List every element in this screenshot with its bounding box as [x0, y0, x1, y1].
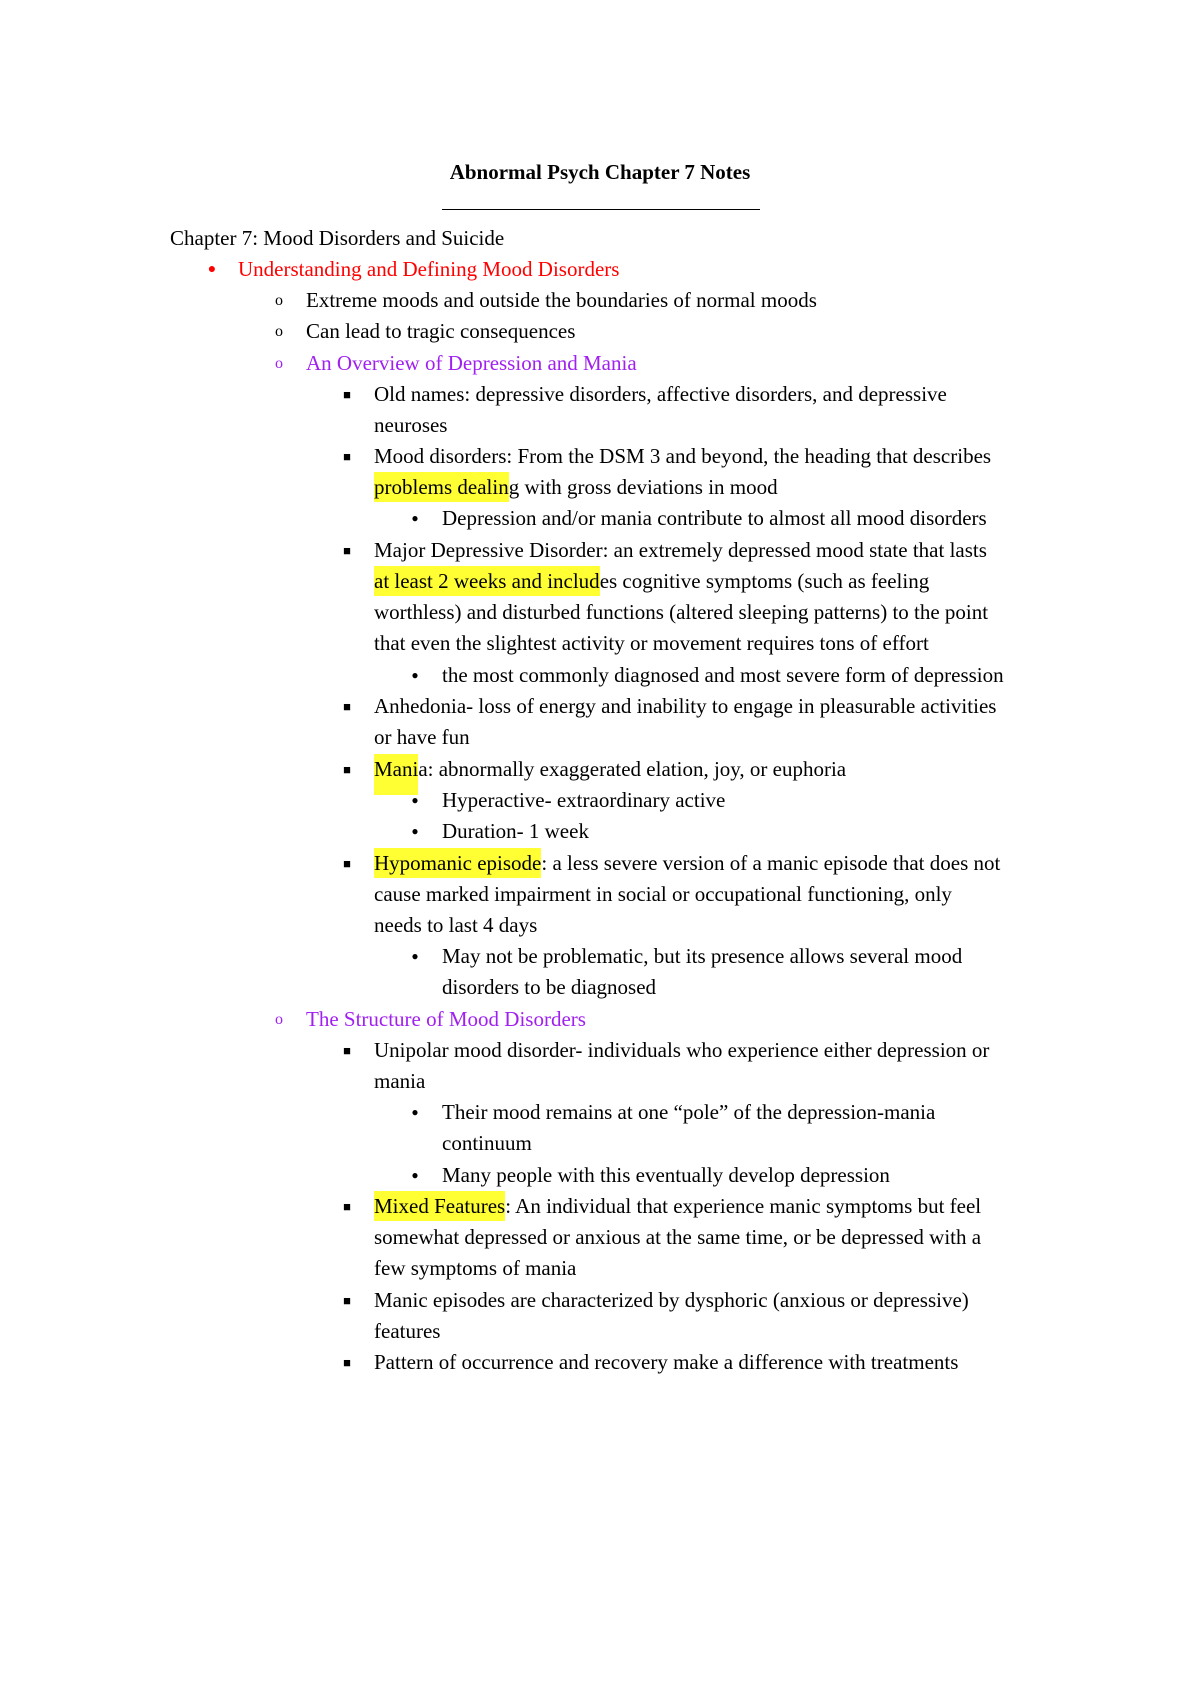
- bullet-level3-icon: ■: [343, 449, 351, 464]
- list-item-hypomanic-cont: cause marked impairment in social or occupational functioning, only: [374, 882, 952, 906]
- text-run: a: abnormally exaggerated elation, joy, or euphoria: [418, 757, 847, 781]
- bullet-level4-icon: ●: [411, 793, 419, 807]
- list-item-old-names-cont: neuroses: [374, 413, 448, 437]
- bullet-level4-icon: ●: [411, 824, 419, 838]
- list-item-anhedonia: Anhedonia- loss of energy and inability to engage in pleasurable activities: [374, 694, 997, 718]
- list-item-mood-disorders: Mood disorders: From the DSM 3 and beyond, the heading that describes: [374, 444, 992, 468]
- bullet-level2-icon: o: [275, 1011, 283, 1028]
- bullet-level4-icon: ●: [411, 1105, 419, 1119]
- bullet-level3-icon: ■: [343, 1199, 351, 1214]
- list-item-hypomanic-cont: needs to last 4 days: [374, 913, 538, 937]
- list-item-mania: [374, 754, 846, 785]
- section-heading-understanding: Understanding and Defining Mood Disorders: [238, 257, 620, 281]
- bullet-level1-icon: ●: [207, 262, 217, 277]
- bullet-level3-icon: ■: [343, 699, 351, 714]
- list-item-mixed-features-cont: few symptoms of mania: [374, 1256, 577, 1280]
- bullet-level2-icon: o: [275, 292, 283, 309]
- list-item: Duration- 1 week: [442, 819, 589, 843]
- bullet-level3-icon: ■: [343, 1355, 351, 1370]
- bullet-level3-icon: ■: [343, 856, 351, 871]
- subsection-heading-structure: The Structure of Mood Disorders: [306, 1007, 586, 1031]
- text-run: g with gross deviations in mood: [508, 475, 778, 499]
- bullet-level4-icon: ●: [411, 668, 419, 682]
- list-item-unipolar: Unipolar mood disorder- individuals who experience either depression or: [374, 1038, 990, 1062]
- text-run: : a less severe version of a manic episode that does not: [541, 851, 1001, 875]
- list-item-mixed-features-cont: somewhat depressed or anxious at the same time, or be depressed with a: [374, 1225, 982, 1249]
- bullet-level2-icon: o: [275, 323, 283, 340]
- list-item: Their mood remains at one “pole” of the depression-mania: [442, 1100, 936, 1124]
- text-run: : An individual that experience manic symptoms but feel: [505, 1194, 982, 1218]
- title-underline: [442, 209, 760, 210]
- bullet-level3-icon: ■: [343, 1293, 351, 1308]
- list-item-mdd-cont: [374, 566, 929, 597]
- highlighted-text: problems dealin: [374, 472, 509, 502]
- text-run: es cognitive symptoms (such as feeling: [599, 569, 930, 593]
- list-item-mdd-cont: that even the slightest activity or movement requires tons of effort: [374, 631, 929, 655]
- bullet-level3-icon: ■: [343, 1043, 351, 1058]
- list-item: May not be problematic, but its presence allows several mood: [442, 944, 963, 968]
- list-item-mood-disorders-cont: [374, 472, 778, 503]
- list-item-mixed-features: [374, 1191, 981, 1222]
- list-item: Extreme moods and outside the boundaries of normal moods: [306, 288, 817, 312]
- list-item: the most commonly diagnosed and most severe form of depression: [442, 663, 1004, 687]
- highlighted-text: at least 2 weeks and includ: [374, 566, 600, 596]
- bullet-level4-icon: ●: [411, 1168, 419, 1182]
- list-item: Many people with this eventually develop depression: [442, 1163, 890, 1187]
- list-item-mdd-cont: worthless) and disturbed functions (altered sleeping patterns) to the point: [374, 600, 989, 624]
- highlighted-text: Mani: [374, 754, 418, 795]
- list-item-cont: continuum: [442, 1131, 532, 1155]
- list-item-cont: disorders to be diagnosed: [442, 975, 657, 999]
- highlighted-text: Mixed Features: [374, 1191, 505, 1221]
- list-item-mdd: Major Depressive Disorder: an extremely depressed mood state that lasts: [374, 538, 987, 562]
- chapter-heading: Chapter 7: Mood Disorders and Suicide: [170, 226, 505, 250]
- bullet-level4-icon: ●: [411, 949, 419, 963]
- list-item-unipolar-cont: mania: [374, 1069, 426, 1093]
- list-item-anhedonia-cont: or have fun: [374, 725, 470, 749]
- list-item: Depression and/or mania contribute to almost all mood disorders: [442, 506, 987, 530]
- list-item-hypomanic: [374, 848, 1000, 879]
- bullet-level3-icon: ■: [343, 762, 351, 777]
- subsection-heading-overview: An Overview of Depression and Mania: [306, 351, 637, 375]
- list-item: Hyperactive- extraordinary active: [442, 788, 726, 812]
- bullet-level2-icon: o: [275, 355, 283, 372]
- bullet-level3-icon: ■: [343, 387, 351, 402]
- bullet-level4-icon: ●: [411, 511, 419, 525]
- list-item: Can lead to tragic consequences: [306, 319, 576, 343]
- list-item-old-names: Old names: depressive disorders, affective disorders, and depressive: [374, 382, 947, 406]
- bullet-level3-icon: ■: [343, 543, 351, 558]
- list-item-pattern: Pattern of occurrence and recovery make a difference with treatments: [374, 1350, 959, 1374]
- list-item-manic-episodes-cont: features: [374, 1319, 441, 1343]
- list-item-manic-episodes: Manic episodes are characterized by dysphoric (anxious or depressive): [374, 1288, 969, 1312]
- document-title: Abnormal Psych Chapter 7 Notes: [449, 160, 751, 184]
- highlighted-text: Hypomanic episode: [374, 848, 541, 878]
